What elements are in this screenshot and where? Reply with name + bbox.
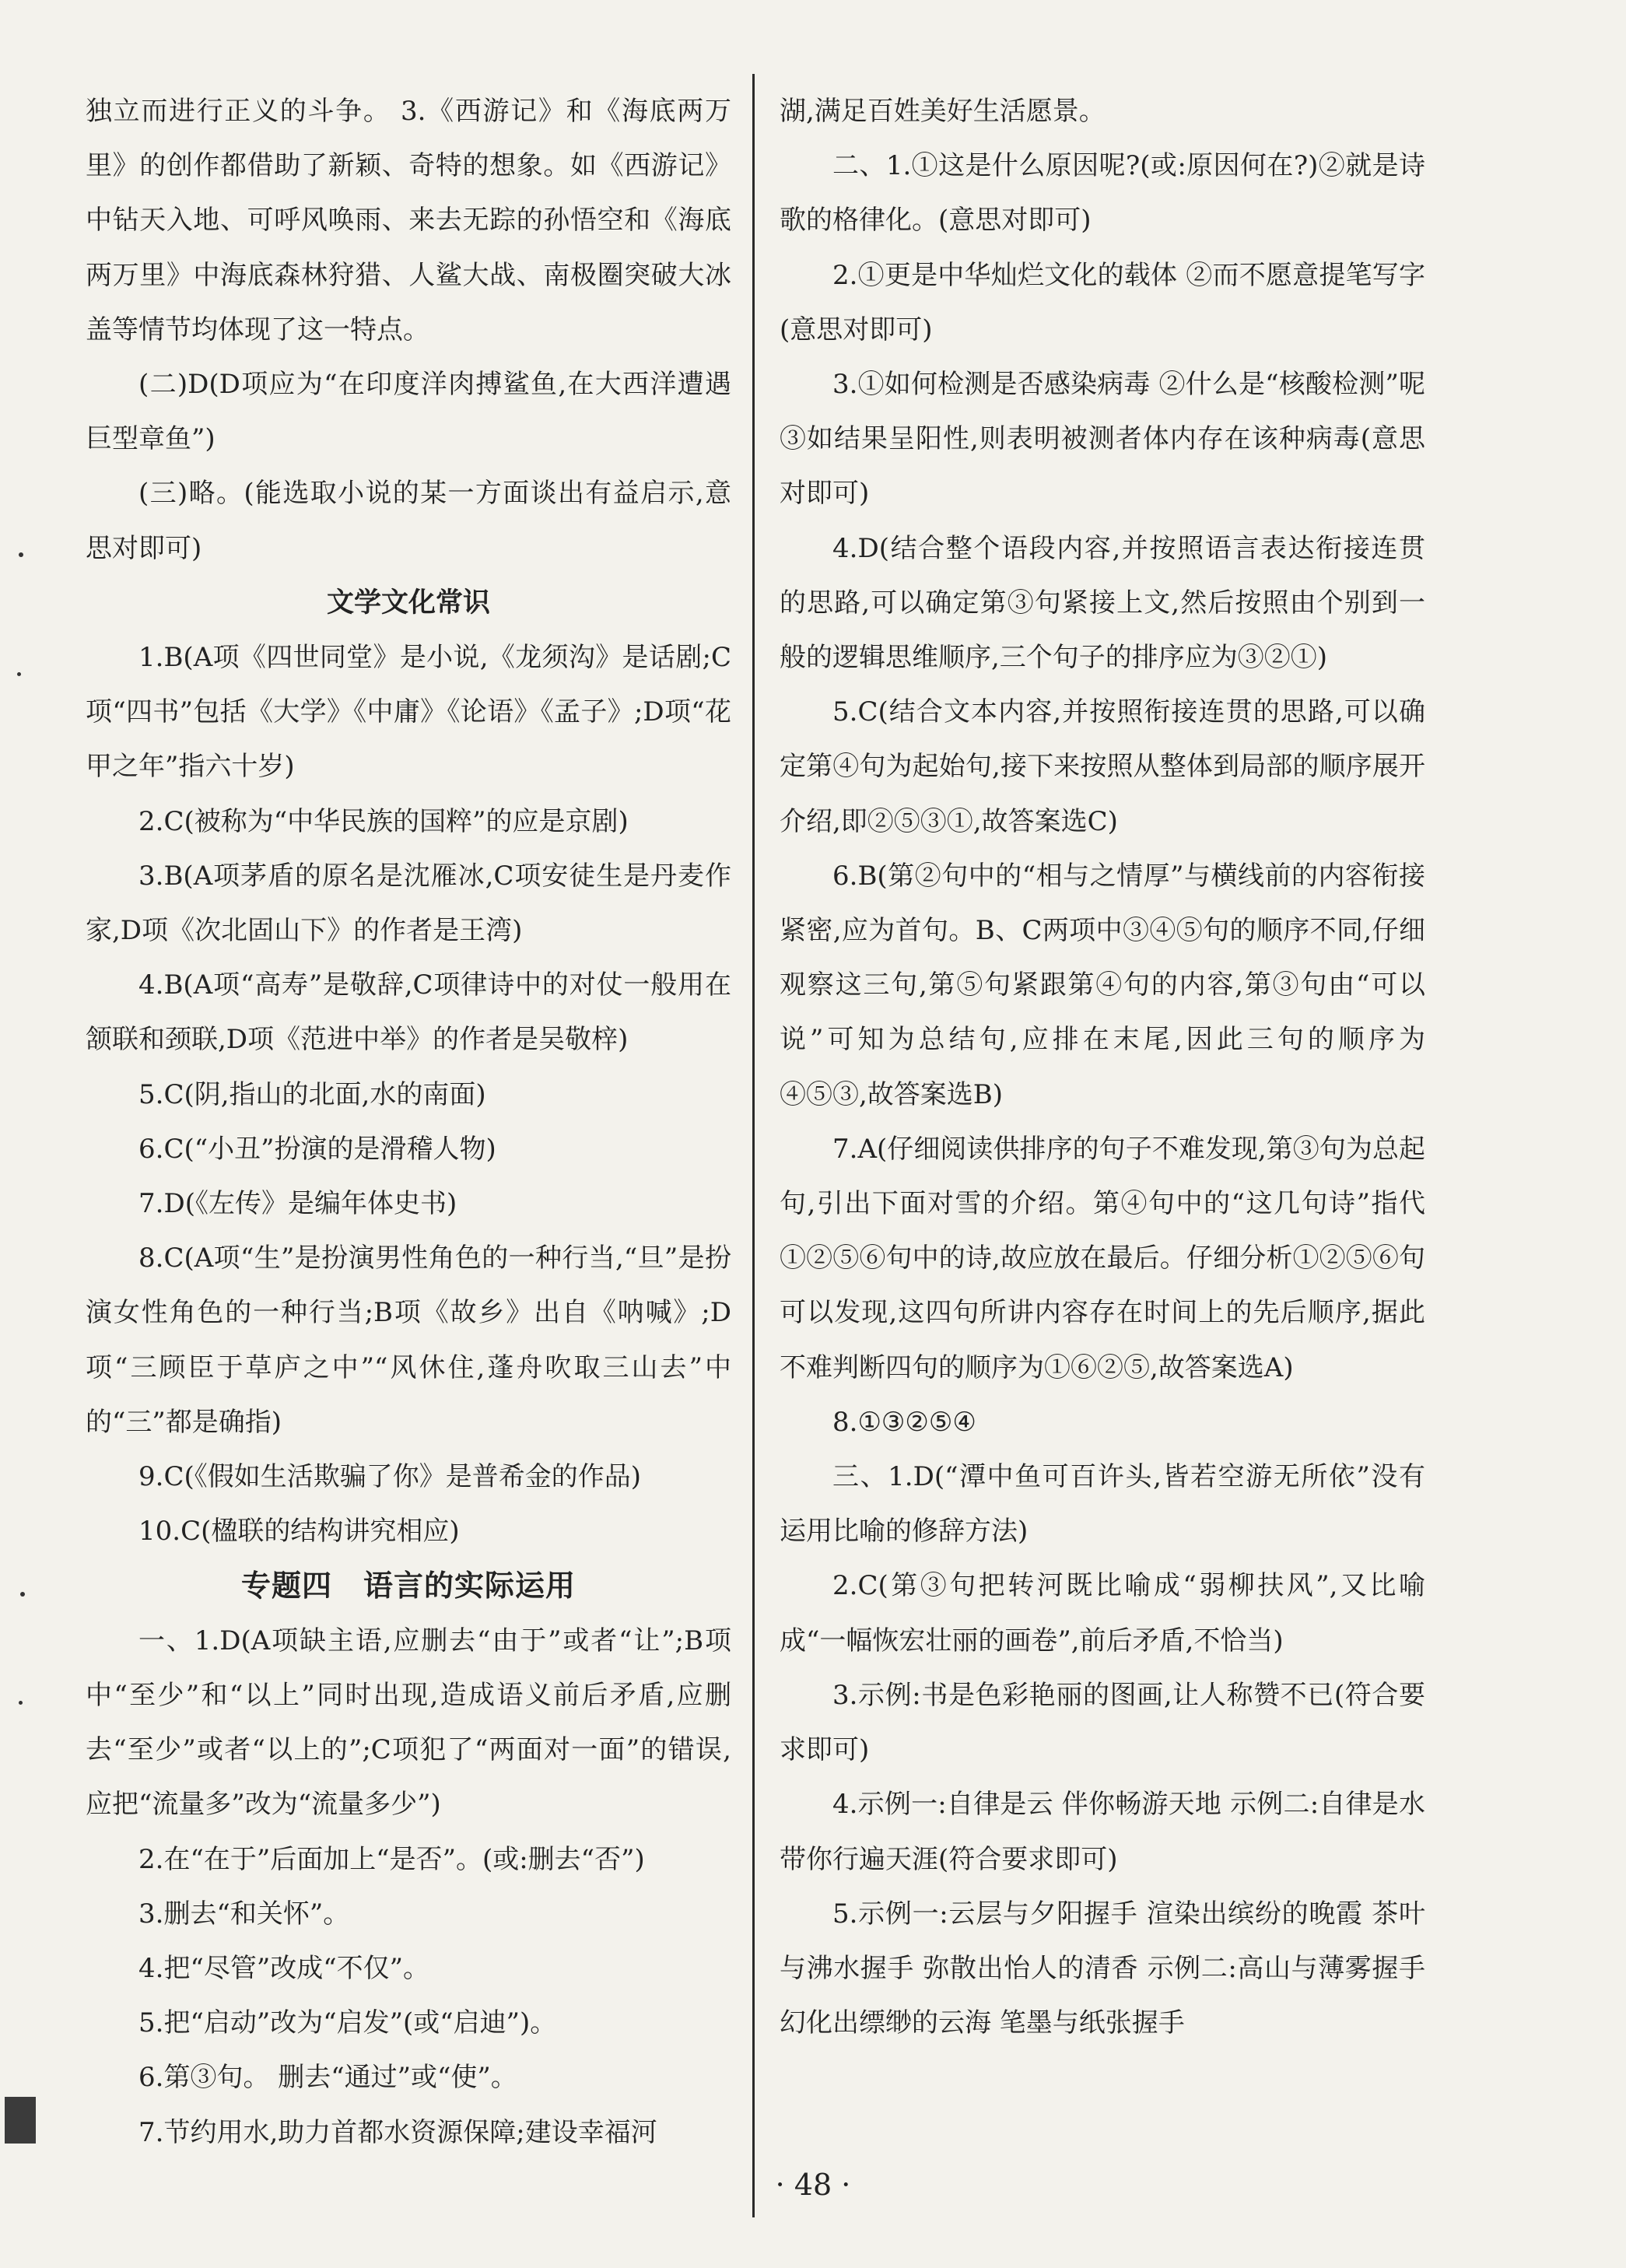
answer-paragraph: 3.①如何检测是否感染病毒 ②什么是“核酸检测”呢 ③如结果呈阳性,则表明被测者体内存在该种病毒(意思对即可) [780, 369, 1425, 510]
answer-paragraph: 2.①更是中华灿烂文化的载体 ②而不愿意提笔写字(意思对即可) [780, 259, 1425, 345]
scan-speck [20, 1592, 25, 1597]
section-heading: 文学文化常识 [326, 587, 490, 619]
column-divider [752, 74, 755, 2217]
answer-paragraph: 二、1.①这是什么原因呢?(或:原因何在?)②就是诗歌的格律化。(意思对即可) [780, 150, 1425, 237]
answer-paragraph: 3.示例:书是色彩艳丽的图画,让人称赞不已(符合要求即可) [780, 1679, 1425, 1766]
topic-number: 专题四 [240, 1569, 332, 1604]
answer-paragraph: 5.C(阴,指山的北面,水的南面) [138, 1078, 486, 1110]
answer-paragraph: 7.节约用水,助力首都水资源保障;建设幸福河 [138, 2116, 657, 2148]
scan-speck [17, 672, 21, 676]
answer-paragraph: 3.删去“和关怀”。 [138, 1898, 350, 1930]
answer-paragraph: 独立而进行正义的斗争。 3.《西游记》和《海底两万里》的创作都借助了新颖、奇特的想象。如《西游记》中钻天入地、可呼风唤雨、来去无踪的孙悟空和《海底两万里》中海底森林狩猎、人鲨大战、南极圈突破大冰盖等情节均体现了这一特点。 [86, 96, 731, 345]
answer-paragraph: 一、1.D(A项缺主语,应删去“由于”或者“让”;B项中“至少”和“以上”同时出现,造成语义前后矛盾,应删去“至少”或者“以上的”;C项犯了“两面对一面”的错误,应把“流量多”改为“流量多少”) [86, 1625, 731, 1821]
answer-paragraph: 10.C(楹联的结构讲究相应) [138, 1516, 460, 1548]
scan-edge-mark [5, 2097, 36, 2144]
answer-paragraph: 4.把“尽管”改成“不仅”。 [138, 1952, 429, 1984]
answer-paragraph: 4.示例一:自律是云 伴你畅游天地 示例二:自律是水 带你行遍天涯(符合要求即可) [780, 1789, 1425, 1875]
answer-paragraph: 6.C(“小丑”扮演的是滑稽人物) [138, 1133, 496, 1165]
answer-paragraph: 7.D(《左传》是编年体史书) [138, 1188, 457, 1220]
answer-paragraph: 5.把“启动”改为“启发”(或“启迪”)。 [138, 2007, 557, 2039]
scan-speck [19, 552, 23, 557]
answer-paragraph: 8.C(A项“生”是扮演男性角色的一种行当,“旦”是扮演女性角色的一种行当;B项《故乡》出自《呐喊》;D项“三顾臣于草庐之中”“风休住,蓬舟吹取三山去”中的“三”都是确指) [86, 1243, 731, 1438]
answer-paragraph: 湖,满足百姓美好生活愿景。 [780, 96, 1106, 127]
answer-paragraph: 6.B(第②句中的“相与之情厚”与横线前的内容衔接紧密,应为首句。B、C两项中③④⑤句的顺序不同,仔细观察这三句,第⑤句紧跟第④句的内容,第③句由“可以说”可知为总结句,应排在末尾,因此三句的顺序为④⑤③,故答案选B) [780, 860, 1425, 1110]
answer-paragraph: 7.A(仔细阅读供排序的句子不难发现,第③句为总起句,引出下面对雪的介绍。第④句中的“这几句诗”指代①②⑤⑥句中的诗,故应放在最后。仔细分析①②⑤⑥句可以发现,这四句所讲内容存在时间上的先后顺序,据此不难判断四句的顺序为①⑥②⑤,故答案选A) [780, 1133, 1425, 1383]
answer-paragraph: 2.在“在于”后面加上“是否”。(或:删去“否”) [138, 1843, 645, 1875]
answer-paragraph: 1.B(A项《四世同堂》是小说,《龙须沟》是话剧;C项“四书”包括《大学》《中庸》《论语》《孟子》;D项“花甲之年”指六十岁) [86, 642, 731, 783]
page-number: · 48 · [775, 2168, 851, 2202]
answer-paragraph: (三)略。(能选取小说的某一方面谈出有益启示,意思对即可) [86, 478, 731, 564]
topic-title: 语言的实际运用 [363, 1569, 576, 1604]
answer-paragraph: (二)D(D项应为“在印度洋肉搏鲨鱼,在大西洋遭遇巨型章鱼”) [86, 369, 731, 455]
answer-paragraph: 5.示例一:云层与夕阳握手 渲染出缤纷的晚霞 茶叶与沸水握手 弥散出怡人的清香 示例二:高山与薄雾握手 幻化出缥缈的云海 笔墨与纸张握手 [780, 1898, 1425, 2039]
right-column [780, 84, 1425, 2050]
answer-paragraph: 2.C(第③句把转河既比喻成“弱柳扶风”,又比喻成“一幅恢宏壮丽的画卷”,前后矛盾,不恰当) [780, 1570, 1425, 1656]
answer-paragraph: 三、1.D(“潭中鱼可百许头,皆若空游无所依”没有运用比喻的修辞方法) [780, 1461, 1425, 1548]
answer-paragraph: 4.B(A项“高寿”是敬辞,C项律诗中的对仗一般用在颔联和颈联,D项《范进中举》的作者是吴敬梓) [86, 969, 731, 1056]
topic-heading [86, 1558, 731, 1613]
left-column [86, 84, 731, 2160]
answer-paragraph: 5.C(结合文本内容,并按照衔接连贯的思路,可以确定第④句为起始句,接下来按照从整体到局部的顺序展开介绍,即②⑤③①,故答案选C) [780, 696, 1425, 837]
answer-paragraph: 6.第③句。 删去“通过”或“使”。 [138, 2062, 517, 2094]
answer-paragraph: 4.D(结合整个语段内容,并按照语言表达衔接连贯的思路,可以确定第③句紧接上文,然后按照由个别到一般的逻辑思维顺序,三个句子的排序应为③②①) [780, 532, 1425, 674]
answer-paragraph: 9.C(《假如生活欺骗了你》是普希金的作品) [138, 1461, 641, 1493]
answer-paragraph: 2.C(被称为“中华民族的国粹”的应是京剧) [138, 805, 629, 837]
scan-speck [19, 1701, 23, 1705]
answer-paragraph: 8.①③②⑤④ [832, 1406, 976, 1438]
answer-paragraph: 3.B(A项茅盾的原名是沈雁冰,C项安徒生是丹麦作家,D项《次北固山下》的作者是王湾) [86, 860, 731, 947]
